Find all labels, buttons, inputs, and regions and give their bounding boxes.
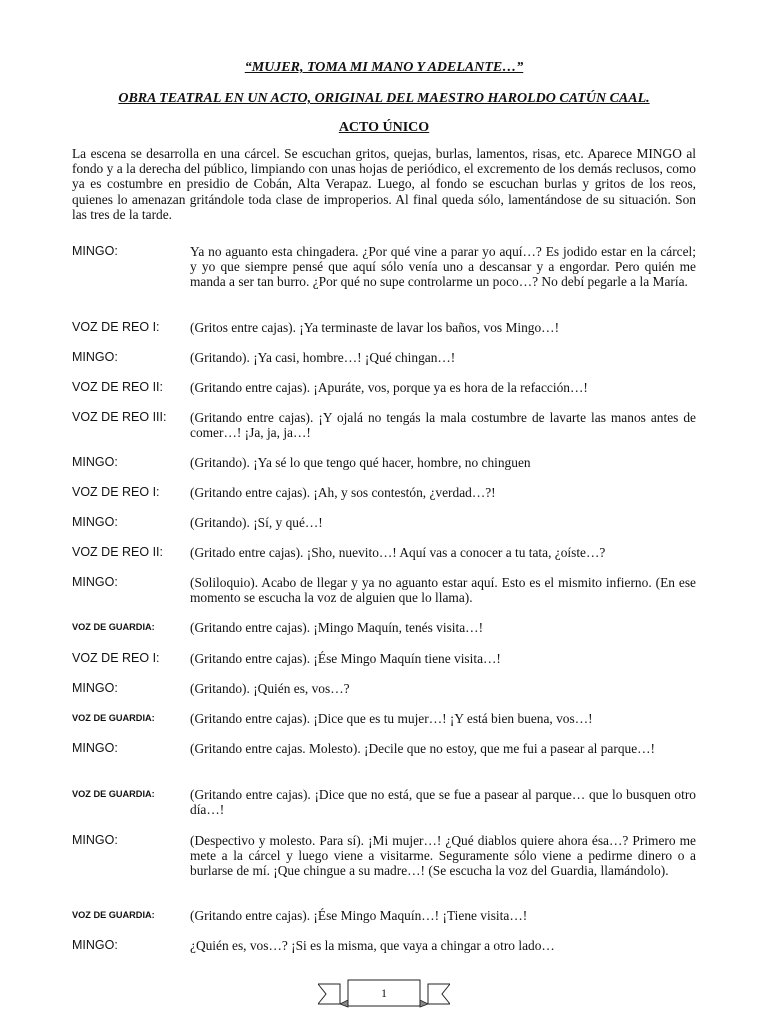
speech-text: (Gritando entre cajas). ¡Y ojalá no tengás la mala costumbre de lavarte las manos antes de comer…! ¡Ja, ja, ja…! xyxy=(190,410,696,441)
speaker-label: VOZ DE REO I: xyxy=(72,485,160,499)
speech-text: (Gritando entre cajas). ¡Ése Mingo Maquín tiene visita…! xyxy=(190,651,501,666)
speech-text: (Gritando entre cajas). ¡Apuráte, vos, porque ya es hora de la refacción…! xyxy=(190,380,588,395)
speech-text: (Gritando entre cajas). ¡Ése Mingo Maquín…! ¡Tiene visita…! xyxy=(190,908,528,923)
speaker-label: MINGO: xyxy=(72,515,118,529)
play-subtitle: OBRA TEATRAL EN UN ACTO, ORIGINAL DEL MAESTRO HAROLDO CATÚN CAAL. xyxy=(118,91,650,106)
speech-text: (Gritando). ¡Ya sé lo que tengo qué hacer, hombre, no chinguen xyxy=(190,455,531,470)
play-title: “MUJER, TOMA MI MANO Y ADELANTE…” xyxy=(244,60,524,75)
act-heading: ACTO ÚNICO xyxy=(338,120,430,135)
speech-text: (Gritando entre cajas. Molesto). ¡Decile que no estoy, que me fui a pasear al parque…! xyxy=(190,741,656,756)
speech-text: (Gritando entre cajas). ¡Ah, y sos contestón, ¿verdad…?! xyxy=(190,485,496,500)
speaker-label: MINGO: xyxy=(72,681,118,695)
stage-directions: La escena se desarrolla en una cárcel. Se escuchan gritos, quejas, burlas, lamentos, risas, etc. Aparece MINGO al fondo y a la derecha del público, limpiando con unas hojas de periódico, el excremento de los demás reclusos, como ya es costumbre en presidio de Cobán, Alta Verapaz. Luego, al fondo se escuchan burlas y gritos de los reos, quienes lo amenazan gritándole toda clase de improperios. Al final queda sólo, lamentándose de su situación. Son las tres de la tarde. xyxy=(72,146,696,222)
speaker-label: VOZ DE REO II: xyxy=(72,380,163,394)
page-number: 1 xyxy=(381,986,387,1000)
speaker-label: VOZ DE REO I: xyxy=(72,651,160,665)
speech-text: Ya no aguanto esta chingadera. ¿Por qué vine a parar yo aquí…? Es jodido estar en la cárcel; y yo que siempre pensé que aquí sólo venía uno a descansar y a engordar. Pero quién me manda a ser tan burro. ¿Por qué no supe controlarme un poco…? No debí pegarle a la María. xyxy=(190,244,696,290)
speaker-label: VOZ DE GUARDIA: xyxy=(72,789,155,799)
speech-text: (Despectivo y molesto. Para sí). ¡Mi mujer…! ¿Qué diablos quiere ahora ésa…? Primero me mete a la cárcel y luego viene a visitarme. Seguramente sólo viene a pedirme dinero o a burlarse de mí. ¡Que chingue a su madre…! (Se escucha la voz del Guardia, llamándolo). xyxy=(190,833,696,879)
speaker-label: VOZ DE REO I: xyxy=(72,320,160,334)
speech-text: (Gritado entre cajas). ¡Sho, nuevito…! Aquí vas a conocer a tu tata, ¿oíste…? xyxy=(190,545,606,560)
speaker-label: VOZ DE GUARDIA: xyxy=(72,910,155,920)
speech-text: (Soliloquio). Acabo de llegar y ya no aguanto estar aquí. Esto es el mismito infierno. (En ese momento se escucha la voz de alguien que lo llama). xyxy=(190,575,696,606)
speech-text: (Gritando entre cajas). ¡Dice que es tu mujer…! ¡Y está bien buena, vos…! xyxy=(190,711,593,726)
speech-text: (Gritando entre cajas). ¡Mingo Maquín, tenés visita…! xyxy=(190,620,484,635)
speaker-label: MINGO: xyxy=(72,455,118,469)
speaker-label: VOZ DE REO II: xyxy=(72,545,163,559)
speaker-label: MINGO: xyxy=(72,938,118,952)
speaker-label: MINGO: xyxy=(72,741,118,755)
page-number-ribbon xyxy=(318,978,450,1008)
speaker-label: VOZ DE REO III: xyxy=(72,410,167,424)
speaker-label: MINGO: xyxy=(72,244,118,258)
speech-text: (Gritando). ¡Ya casi, hombre…! ¡Qué chingan…! xyxy=(190,350,456,365)
speech-text: (Gritando entre cajas). ¡Dice que no está, que se fue a pasear al parque… que lo busquen otro día…! xyxy=(190,787,696,818)
speaker-label: MINGO: xyxy=(72,350,118,364)
speech-text: (Gritando). ¡Quién es, vos…? xyxy=(190,681,350,696)
speaker-label: VOZ DE GUARDIA: xyxy=(72,713,155,723)
speaker-label: MINGO: xyxy=(72,833,118,847)
speech-text: ¿Quién es, vos…? ¡Si es la misma, que vaya a chingar a otro lado… xyxy=(190,938,555,953)
speaker-label: VOZ DE GUARDIA: xyxy=(72,622,155,632)
speaker-label: MINGO: xyxy=(72,575,118,589)
speech-text: (Gritando). ¡Sí, y qué…! xyxy=(190,515,323,530)
speech-text: (Gritos entre cajas). ¡Ya terminaste de lavar los baños, vos Mingo…! xyxy=(190,320,560,335)
